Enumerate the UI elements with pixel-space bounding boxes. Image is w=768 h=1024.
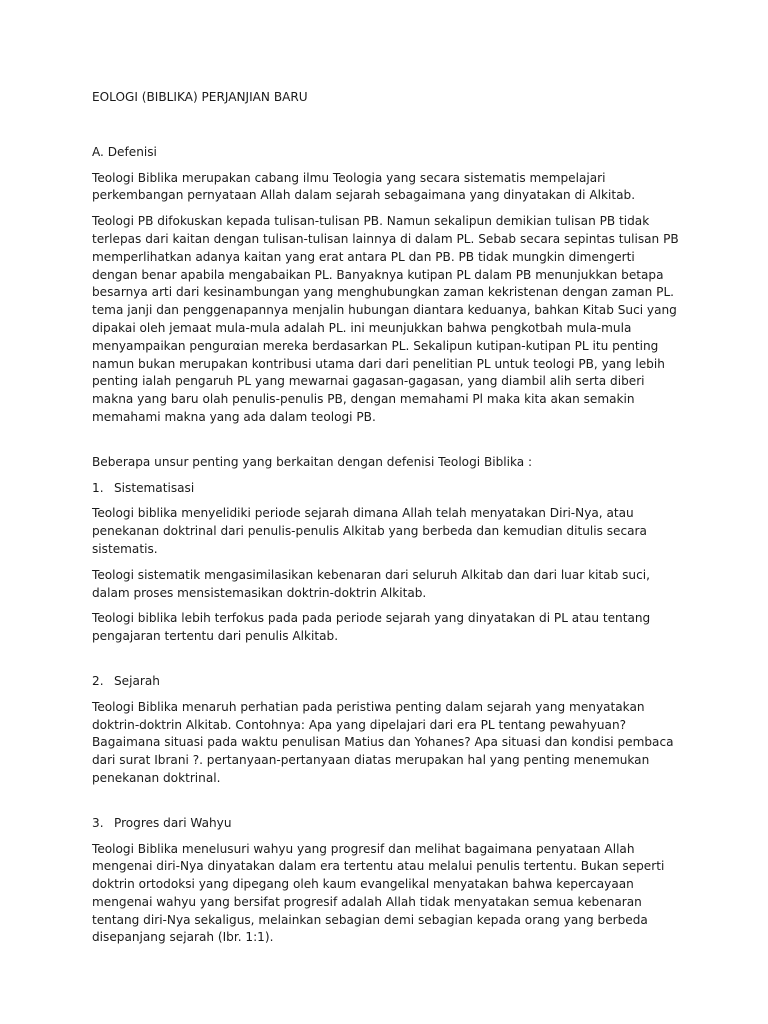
spacer xyxy=(92,654,682,673)
item-2-title: Sejarah xyxy=(114,673,160,688)
item-2-heading xyxy=(92,673,682,691)
spacer xyxy=(92,796,682,815)
item-3-paragraph-1: Teologi Biblika menelusuri wahyu yang progresif dan melihat bagaimana penyataan Allah mengenai diri-Nya dinyatakan dalam era tertentu atau melalui penulis tertentu. Bukan seperti doktrin ortodoksi yang dipegang oleh kaum evangelikal menyatakan bahwa kepercayaan mengenai wahyu yang bersifat progresif adalah Allah tidak menyatakan semua kebenaran tentang diri-Nya sekaligus, melainkan sebagian demi sebagian kepada orang yang berbeda disepanjang sejarah (Ibr. 1:1). xyxy=(92,841,665,945)
item-1-paragraph-1: Teologi biblika menyelidiki periode sejarah dimana Allah telah menyatakan Diri-Nya, atau penekanan doktrinal dari penulis-penulis Alkitab yang berbeda dan kemudian ditulis secara sistematis. xyxy=(92,506,647,556)
item-3-title: Progres dari Wahyu xyxy=(114,815,232,830)
item-3-number: 3. xyxy=(92,815,104,830)
elements-intro: Beberapa unsur penting yang berkaitan dengan defenisi Teologi Biblika : xyxy=(92,454,533,469)
item-1-number: 1. xyxy=(92,480,104,495)
section-a-heading: A. Defenisi xyxy=(92,144,157,159)
item-2-number: 2. xyxy=(92,673,104,688)
section-a-paragraph-2: Teologi PB difokuskan kepada tulisan-tulisan PB. Namun sekalipun demikian tulisan PB tidak terlepas dari kaitan dengan tulisan-tulisan lainnya di dalam PL. Sebab secara sepintas tulisan PB memperlihatkan adanya kaitan yang erat antara PL dan PB. PB tidak mungkin dimengerti dengan benar apabila mengabaikan PL. Banyaknya kutipan PL dalam PB menunjukkan betapa besarnya arti dari kesinambungan yang menghubungkan zaman kekristenan dengan zaman PL. tema janji dan penggenapannya menjalin hubungan diantara keduanya, bahkan Kitab Suci yang dipakai oleh jemaat mula-mula adalah PL. ini meunjukkan bahwa pengkotbah mula-mula menyampaikan pengurαian mereka berdasarkan PL. Sekalipun kutipan-kutipan PL itu penting namun bukan merupakan kontribusi utama dari dari penelitian PL untuk teologi PB, yang lebih penting ialah pengaruh PL yang mewarnai gagasan-gagasan, yang diambil alih serta diberi makna yang baru olah penulis-penulis PB, dengan memahami Pl maka kita akan semakin memahami makna yang ada dalam teologi PB. xyxy=(92,214,679,424)
item-1-paragraph-2: Teologi sistematik mengasimilasikan kebenaran dari seluruh Alkitab dan dari luar kitab suci, dalam proses mensistemasikan doktrin-doktrin Alkitab. xyxy=(92,567,650,600)
item-2-paragraph-1: Teologi Biblika menaruh perhatian pada peristiwa penting dalam sejarah yang menyatakan doktrin-doktrin Alkitab. Contohnya: Apa yang dipelajari dari era PL tentang pewahyuan? Bagaimana situasi pada waktu penulisan Matius dan Yohanes? Apa situasi dan kondisi pembaca dari surat Ibrani ?. pertanyaan-pertanyaan diatas merupakan hal yang penting menemukan penekanan doktrinal. xyxy=(92,699,674,785)
item-1-heading xyxy=(92,480,682,498)
document-title: EOLOGI (BIBLIKA) PERJANJIAN BARU xyxy=(92,90,308,104)
section-a-paragraph-1: Teologi Biblika merupakan cabang ilmu Teologia yang secara sistematis mempelajari perkembangan pernyataan Allah dalam sejarah sebagaimana yang dinyatakan di Alkitab. xyxy=(92,170,636,203)
document-page xyxy=(92,89,682,955)
item-3-heading xyxy=(92,815,682,833)
item-1-title: Sistematisasi xyxy=(114,480,195,495)
item-1-paragraph-3: Teologi biblika lebih terfokus pada pada periode sejarah yang dinyatakan di PL atau tentang pengajaran tertentu dari penulis Alkitab. xyxy=(92,611,651,644)
spacer xyxy=(92,435,682,454)
